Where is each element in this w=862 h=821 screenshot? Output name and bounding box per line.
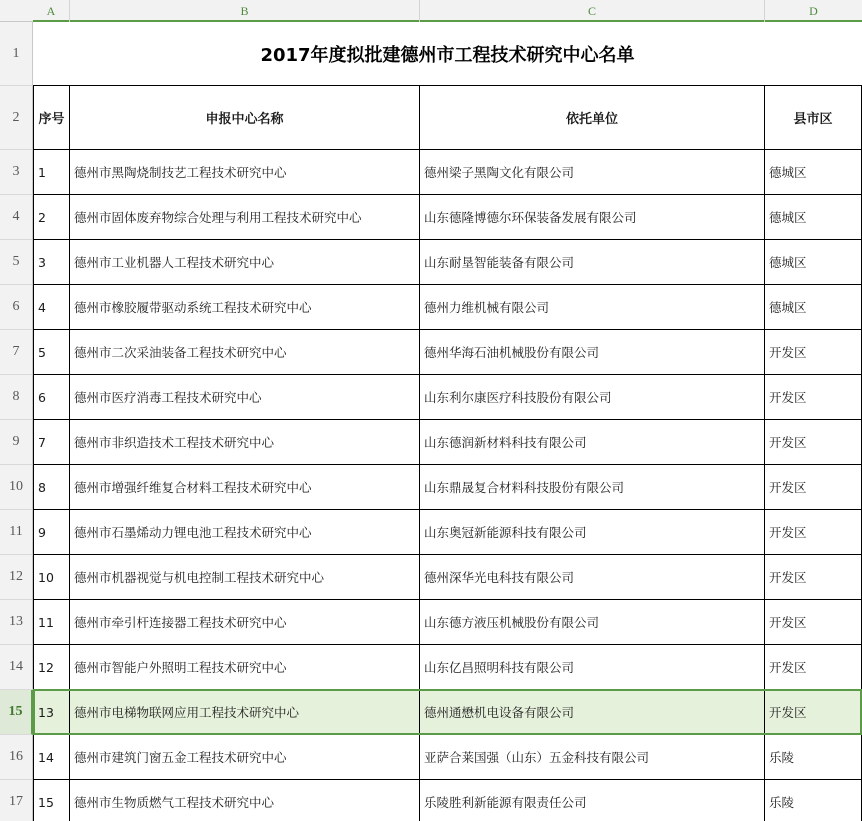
sheet-title[interactable]: 2017年度拟批建德州市工程技术研究中心名单 (33, 22, 862, 86)
cell-name[interactable]: 德州市二次采油装备工程技术研究中心 (70, 330, 420, 375)
row-header-12[interactable]: 12 (0, 555, 33, 600)
cell-unit[interactable]: 山东德方液压机械股份有限公司 (420, 600, 765, 645)
cell-seq[interactable]: 12 (34, 645, 70, 690)
cell-county[interactable]: 开发区 (765, 600, 862, 645)
cell-name[interactable]: 德州市医疗消毒工程技术研究中心 (70, 375, 420, 420)
cell-name[interactable]: 德州市石墨烯动力锂电池工程技术研究中心 (70, 510, 420, 555)
cell-seq[interactable]: 15 (34, 780, 70, 821)
header-unit[interactable]: 依托单位 (420, 86, 765, 150)
cell-county[interactable]: 开发区 (765, 420, 862, 465)
cell-name[interactable]: 德州市机器视觉与机电控制工程技术研究中心 (70, 555, 420, 600)
cell-unit[interactable]: 山东德隆博德尔环保装备发展有限公司 (420, 195, 765, 240)
cell-seq[interactable]: 5 (34, 330, 70, 375)
cell-unit[interactable]: 山东亿昌照明科技有限公司 (420, 645, 765, 690)
cell-county[interactable]: 开发区 (765, 375, 862, 420)
cell-county[interactable]: 开发区 (765, 330, 862, 375)
cell-county[interactable]: 乐陵 (765, 735, 862, 780)
cell-unit[interactable]: 山东利尔康医疗科技股份有限公司 (420, 375, 765, 420)
cell-county[interactable]: 德城区 (765, 150, 862, 195)
row-header-8[interactable]: 8 (0, 375, 33, 420)
column-header-b[interactable]: B (70, 0, 420, 22)
cell-county[interactable]: 开发区 (765, 555, 862, 600)
header-county[interactable]: 县市区 (765, 86, 862, 150)
column-header-d[interactable]: D (809, 3, 818, 18)
cell-unit[interactable]: 德州华海石油机械股份有限公司 (420, 330, 765, 375)
row-header-4[interactable]: 4 (0, 195, 33, 240)
cell-unit[interactable]: 乐陵胜利新能源有限责任公司 (420, 780, 765, 821)
cell-county[interactable]: 德城区 (765, 195, 862, 240)
cell-county[interactable]: 开发区 (765, 465, 862, 510)
row-header-17[interactable]: 17 (0, 780, 33, 821)
cell-seq[interactable]: 4 (34, 285, 70, 330)
cell-county[interactable]: 乐陵 (765, 780, 862, 821)
cell-seq[interactable]: 1 (34, 150, 70, 195)
cell-county[interactable]: 开发区 (765, 645, 862, 690)
cell-seq[interactable]: 9 (34, 510, 70, 555)
cell-name[interactable]: 德州市智能户外照明工程技术研究中心 (70, 645, 420, 690)
row-header-3[interactable]: 3 (0, 150, 33, 195)
header-name[interactable]: 申报中心名称 (70, 86, 420, 150)
row-header-15[interactable]: 15 (0, 690, 33, 735)
header-seq[interactable]: 序号 (34, 86, 70, 150)
cell-name[interactable]: 德州市橡胶履带驱动系统工程技术研究中心 (70, 285, 420, 330)
column-header-a[interactable]: A (33, 0, 70, 22)
cell-name[interactable]: 德州市增强纤维复合材料工程技术研究中心 (70, 465, 420, 510)
cell-name[interactable]: 德州市牵引杆连接器工程技术研究中心 (70, 600, 420, 645)
cell-name[interactable]: 德州市黑陶烧制技艺工程技术研究中心 (70, 150, 420, 195)
cell-unit[interactable]: 山东耐垦智能装备有限公司 (420, 240, 765, 285)
cell-unit[interactable]: 山东奥冠新能源科技有限公司 (420, 510, 765, 555)
cell-unit[interactable]: 德州力维机械有限公司 (420, 285, 765, 330)
row-header-6[interactable]: 6 (0, 285, 33, 330)
cell-name[interactable]: 德州市固体废弃物综合处理与利用工程技术研究中心 (70, 195, 420, 240)
row-header-5[interactable]: 5 (0, 240, 33, 285)
column-header-bar (0, 0, 862, 22)
cell-seq[interactable]: 2 (34, 195, 70, 240)
cell-seq[interactable]: 6 (34, 375, 70, 420)
column-header-c[interactable]: C (420, 0, 765, 22)
cell-unit[interactable]: 德州通懋机电设备有限公司 (420, 690, 765, 735)
cell-unit[interactable]: 山东鼎晟复合材料科技股份有限公司 (420, 465, 765, 510)
row-header-13[interactable]: 13 (0, 600, 33, 645)
cell-name[interactable]: 德州市非织造技术工程技术研究中心 (70, 420, 420, 465)
cell-name[interactable]: 德州市工业机器人工程技术研究中心 (70, 240, 420, 285)
cell-name[interactable]: 德州市生物质燃气工程技术研究中心 (70, 780, 420, 821)
row-header-1[interactable]: 1 (0, 22, 33, 86)
cell-unit[interactable]: 亚萨合莱国强（山东）五金科技有限公司 (420, 735, 765, 780)
cell-county[interactable]: 开发区 (765, 690, 862, 735)
row-header-11[interactable]: 11 (0, 510, 33, 555)
cell-county[interactable]: 德城区 (765, 240, 862, 285)
cell-county[interactable]: 德城区 (765, 285, 862, 330)
row-header-9[interactable]: 9 (0, 420, 33, 465)
row-header-16[interactable]: 16 (0, 735, 33, 780)
cell-seq[interactable]: 11 (34, 600, 70, 645)
cell-seq[interactable]: 13 (34, 690, 70, 735)
row-header-14[interactable]: 14 (0, 645, 33, 690)
row-header-7[interactable]: 7 (0, 330, 33, 375)
cell-seq[interactable]: 14 (34, 735, 70, 780)
cell-seq[interactable]: 8 (34, 465, 70, 510)
cell-unit[interactable]: 德州深华光电科技有限公司 (420, 555, 765, 600)
row-header-2[interactable]: 2 (0, 86, 33, 150)
cell-county[interactable]: 开发区 (765, 510, 862, 555)
cell-unit[interactable]: 山东德润新材料科技有限公司 (420, 420, 765, 465)
cell-seq[interactable]: 10 (34, 555, 70, 600)
cell-seq[interactable]: 7 (34, 420, 70, 465)
cell-unit[interactable]: 德州梁子黑陶文化有限公司 (420, 150, 765, 195)
cell-name[interactable]: 德州市建筑门窗五金工程技术研究中心 (70, 735, 420, 780)
cell-seq[interactable]: 3 (34, 240, 70, 285)
row-header-10[interactable]: 10 (0, 465, 33, 510)
cell-name[interactable]: 德州市电梯物联网应用工程技术研究中心 (70, 690, 420, 735)
